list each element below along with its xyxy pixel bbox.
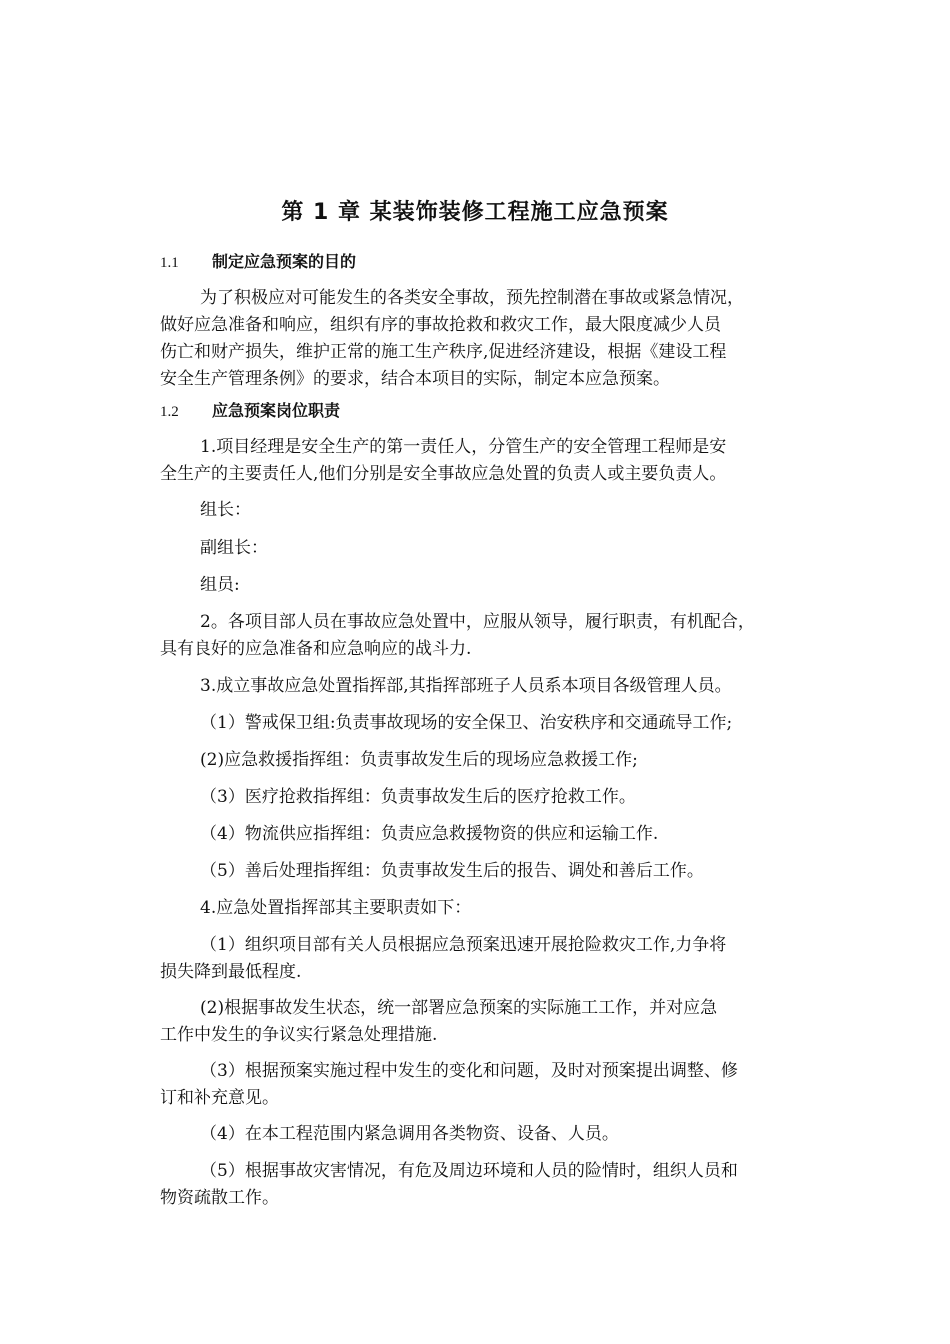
paragraph-line: (2)根据事故发生状态，统一部署应急预案的实际施工工作，并对应急 [200, 998, 718, 1018]
paragraph-line: 工作中发生的争议实行紧急处理措施. [160, 1025, 438, 1045]
paragraph-task-2 [160, 995, 820, 1049]
paragraph-line: （1）组织项目部有关人员根据应急预案迅速开展抢险救灾工作,力争将 [200, 935, 727, 955]
paragraph-task-5 [160, 1158, 820, 1212]
paragraph-line: 具有良好的应急准备和应急响应的战斗力. [160, 639, 472, 659]
paragraph-duty-3 [160, 673, 820, 700]
paragraph-line: 1.项目经理是安全生产的第一责任人，分管生产的安全管理工程师是安 [200, 437, 727, 457]
paragraph-group-security [160, 710, 820, 737]
paragraph-group-leader [160, 497, 820, 524]
section-heading-1-1 [160, 249, 356, 275]
paragraph-line: 做好应急准备和响应，组织有序的事故抢救和救灾工作，最大限度减少人员 [160, 315, 721, 335]
paragraph-line: 副组长： [200, 538, 268, 558]
section-heading-1-2 [160, 398, 340, 424]
paragraph-line: 全生产的主要责任人,他们分别是安全事故应急处置的负责人或主要负责人。 [160, 464, 727, 484]
paragraph-line: 安全生产管理条例》的要求，结合本项目的实际，制定本应急预案。 [160, 369, 670, 389]
section-title: 制定应急预案的目的 [212, 252, 357, 271]
paragraph-group-medical [160, 784, 820, 811]
paragraph-duty-1 [160, 434, 820, 488]
paragraph-line: 订和补充意见。 [160, 1088, 279, 1108]
paragraph-task-4 [160, 1121, 820, 1148]
paragraph-line: 组长： [200, 500, 251, 520]
paragraph-line: 2。各项目部人员在事故应急处置中，应服从领导，履行职责，有机配合， [200, 612, 755, 632]
paragraph-duty-4 [160, 895, 820, 922]
paragraph-line: （5）善后处理指挥组：负责事故发生后的报告、调处和善后工作。 [200, 861, 704, 881]
paragraph-task-1 [160, 932, 820, 986]
paragraph-group-logistics [160, 821, 820, 848]
paragraph-deputy-leader [160, 535, 820, 562]
paragraph-line: （3）医疗抢救指挥组：负责事故发生后的医疗抢救工作。 [200, 787, 636, 807]
paragraph-line: 组员: [200, 575, 240, 595]
paragraph-line: （4）在本工程范围内紧急调用各类物资、设备、人员。 [200, 1124, 619, 1144]
paragraph-line: 3.成立事故应急处置指挥部,其指挥部班子人员系本项目各级管理人员。 [200, 676, 732, 696]
section-number: 1.1 [160, 255, 179, 271]
paragraph-line: （4）物流供应指挥组：负责应急救援物资的供应和运输工作. [200, 824, 659, 844]
paragraph-duty-2 [160, 609, 820, 663]
paragraph-line: (2)应急救援指挥组：负责事故发生后的现场应急救援工作; [200, 750, 638, 770]
paragraph-line: 物资疏散工作。 [160, 1188, 279, 1208]
chapter-title: 第 1 章 某装饰装修工程施工应急预案 [281, 200, 669, 225]
paragraph-line: （1）警戒保卫组:负责事故现场的安全保卫、治安秩序和交通疏导工作; [200, 713, 733, 733]
paragraph-purpose [160, 285, 820, 393]
section-title: 应急预案岗位职责 [212, 401, 341, 420]
paragraph-members [160, 572, 820, 599]
paragraph-line: （5）根据事故灾害情况，有危及周边环境和人员的险情时，组织人员和 [200, 1161, 738, 1181]
section-number: 1.2 [160, 404, 179, 420]
paragraph-group-aftermath [160, 858, 820, 885]
paragraph-line: 损失降到最低程度. [160, 962, 302, 982]
paragraph-line: 伤亡和财产损失，维护正常的施工生产秩序,促进经济建设，根据《建设工程 [160, 342, 727, 362]
paragraph-task-3 [160, 1058, 820, 1112]
paragraph-group-rescue [160, 747, 820, 774]
paragraph-line: 为了积极应对可能发生的各类安全事故，预先控制潜在事故或紧急情况， [200, 288, 744, 308]
paragraph-line: 4.应急处置指挥部其主要职责如下： [200, 898, 472, 918]
paragraph-line: （3）根据预案实施过程中发生的变化和问题，及时对预案提出调整、修 [200, 1061, 738, 1081]
